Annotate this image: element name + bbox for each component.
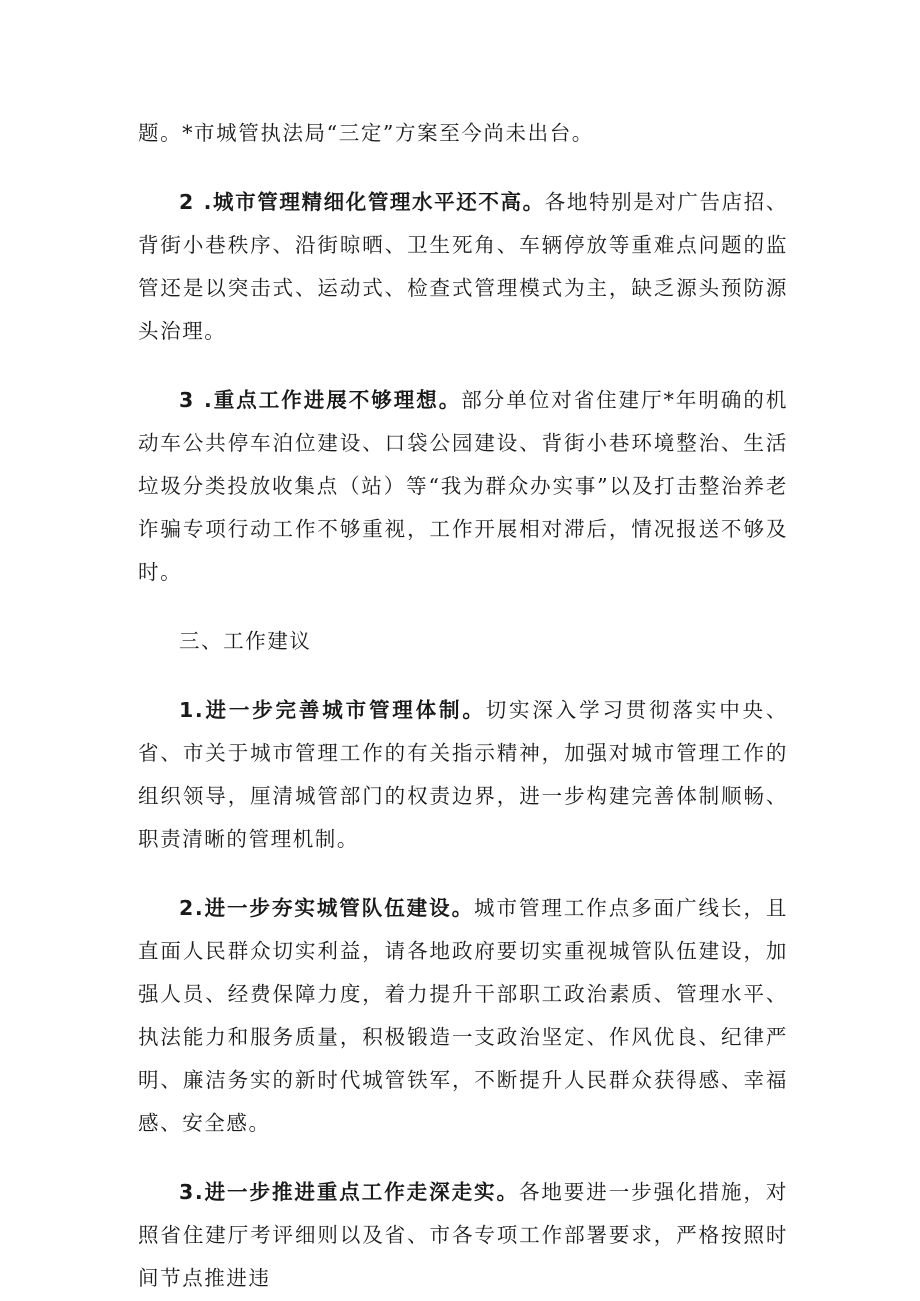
paragraph-text: 城市管理工作点多面广线长，且直面人民群众切实利益，请各地政府要切实重视城管队伍建设，加强人员、经费保障力度，着力提升干部职工政治素质、管理水平、执法能力和服务质量，积极锻造一支政治坚定、作风优良、纪律严明、廉洁务实的新时代城管铁军，不断提升人民群众获得感、幸福感、安全感。 [138,896,789,1135]
paragraph-lead: 3.进一步推进重点工作走深走实。 [179,1180,519,1204]
paragraph-lead: 3 .重点工作进展不够理想。 [179,388,462,412]
paragraph-issue-2 [138,181,788,353]
paragraph-text: 各地特别是对广告店招、背街小巷秩序、沿街晾晒、卫生死角、车辆停放等重难点问题的监管还是以突击式、运动式、检查式管理模式为主，缺乏源头预防源头治理。 [138,190,788,343]
section-heading: 三、工作建议 [179,629,312,653]
paragraph-text: 题。*市城管执法局“三定”方案至今尚未出台。 [138,121,594,145]
paragraph-suggestion-2 [138,887,788,1145]
paragraph-text: 切实深入学习贯彻落实中央、省、市关于城市管理工作的有关指示精神，加强对城市管理工作的组织领导，厘清城管部门的权责边界，进一步构建完善体制顺畅、职责清晰的管理机制。 [138,698,788,851]
paragraph-text: 部分单位对省住建厅*年明确的机动车公共停车泊位建设、口袋公园建设、背街小巷环境整治、生活垃圾分类投放收集点（站）等“我为群众办实事”以及打击整治养老诈骗专项行动工作不够重视，工作开展相对滞后，情况报送不够及时。 [138,388,788,584]
paragraph-lead: 2.进一步夯实城管队伍建设。 [179,896,475,920]
paragraph-suggestion-3 [138,1171,788,1300]
paragraph-suggestion-1 [138,689,788,861]
paragraph-lead: 1.进一步完善城市管理体制。 [179,698,486,722]
paragraph-continuation [138,112,788,155]
paragraph-issue-3 [138,379,788,594]
paragraph-text: 各地要进一步强化措施，对照省住建厅考评细则以及省、市各专项工作部署要求，严格按照时间节点推进违 [138,1180,789,1290]
paragraph-lead: 2 .城市管理精细化管理水平还不高。 [179,190,545,214]
